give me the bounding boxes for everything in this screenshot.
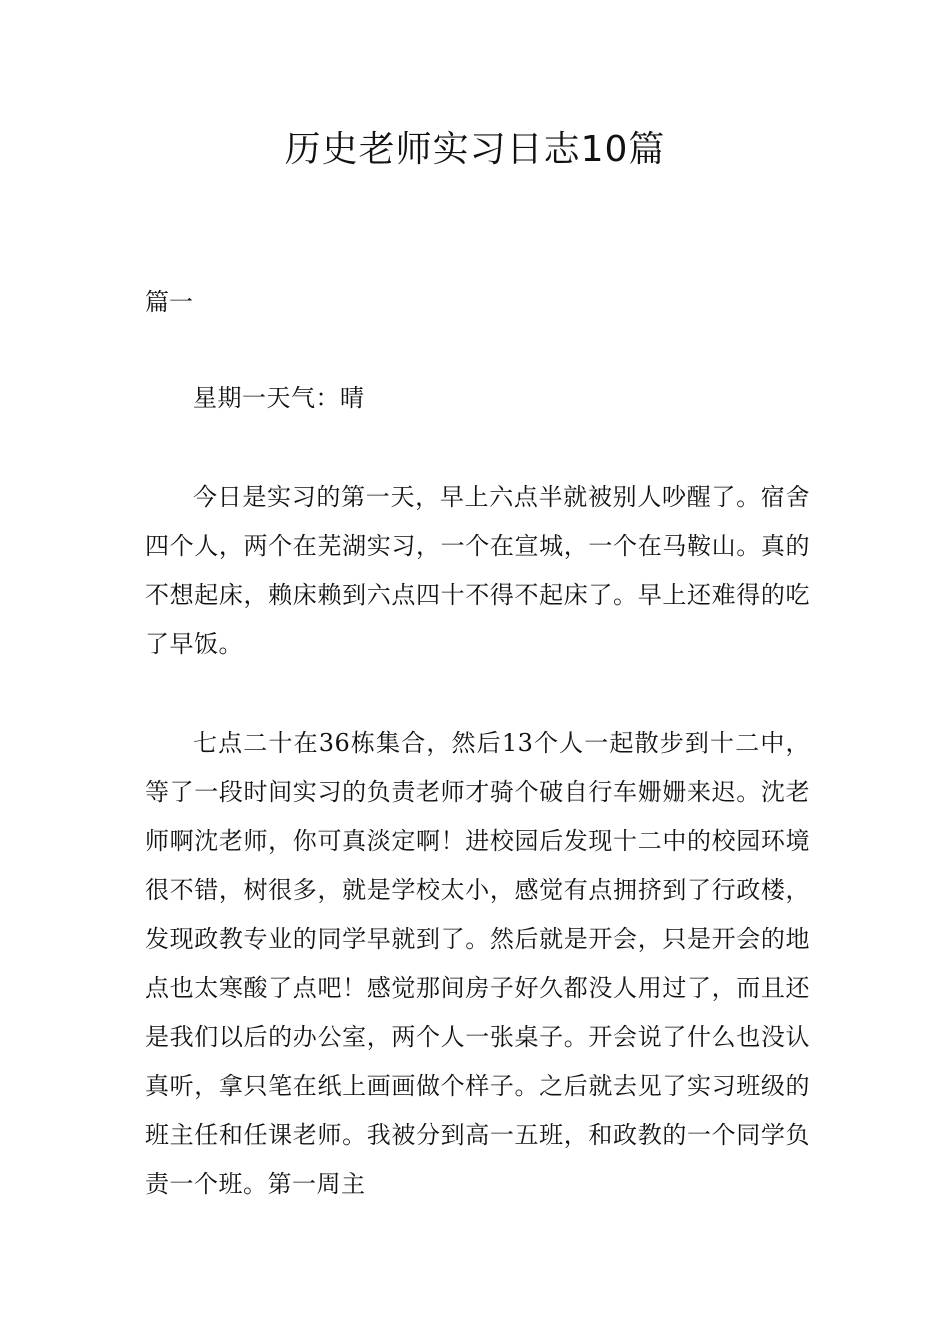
section-label: 篇一 (145, 288, 193, 316)
paragraph-first-day: 今日是实习的第一天，早上六点半就被别人吵醒了。宿舍四个人，两个在芜湖实习，一个在宣城，一个在马鞍山。真的不想起床，赖床赖到六点四十不得不起床了。早上还难得的吃了早饭。 (145, 483, 810, 658)
paragraph-assembly: 七点二十在36栋集合，然后13个人一起散步到十二中，等了一段时间实习的负责老师才骑个破自行车姗姗来迟。沈老师啊沈老师，你可真淡定啊！进校园后发现十二中的校园环境很不错，树很多，就是学校太小，感觉有点拥挤到了行政楼，发现政教专业的同学早就到了。然后就是开会，只是开会的地点也太寒酸了点吧！感觉那间房子好久都没人用过了，而且还是我们以后的办公室，两个人一张桌子。开会说了什么也没认真听，拿只笔在纸上画画做个样子。之后就去见了实习班级的班主任和任课老师。我被分到高一五班，和政教的一个同学负责一个班。第一周主 (145, 729, 810, 1198)
document-title: 历史老师实习日志10篇 (284, 129, 666, 170)
paragraph-weather: 星期一天气：晴 (193, 384, 365, 412)
